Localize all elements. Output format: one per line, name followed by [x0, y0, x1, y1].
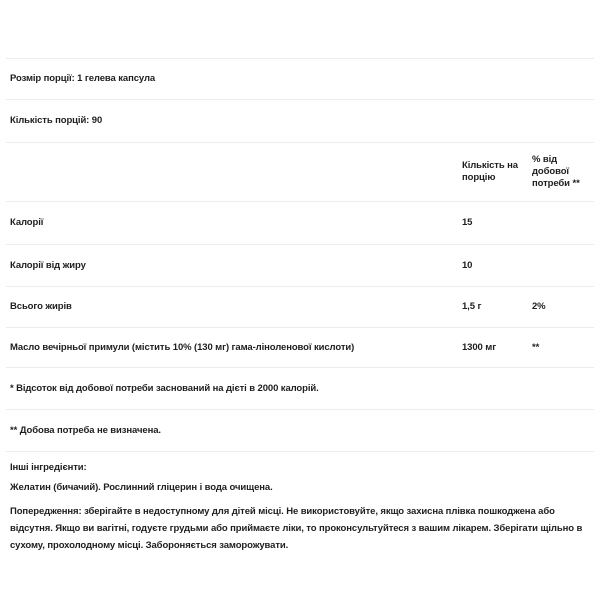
nutrient-label: Масло вечірньої примули (містить 10% (130 мг) гама-ліноленової кислоти) [10, 341, 355, 353]
nutrient-daily-value: ** [532, 341, 540, 353]
table-row [6, 287, 594, 328]
serving-size-row [6, 58, 594, 100]
supplement-facts-table [6, 58, 594, 452]
nutrient-label: Калорії [10, 217, 44, 228]
footnote-row [6, 368, 594, 410]
other-ingredients-title: Інші інгредієнти: [10, 462, 87, 473]
amount-column-header: Кількість на порцію [462, 160, 518, 183]
other-ingredients-text: Желатин (бичачий). Рослинний гліцерин і вода очищена. [10, 482, 273, 493]
nutrient-label: Калорії від жиру [10, 259, 86, 271]
nutrient-amount: 15 [462, 217, 473, 228]
footnote-dv-not-established: ** Добова потреба не визначена. [10, 424, 161, 436]
daily-value-column-header: % від добової потреби ** [532, 154, 580, 189]
warning-text: Попередження: зберігайте в недоступному для дітей місці. Не використовуйте, якщо захисна плівка пошкоджена або відсутня. Якщо ви вагітні, годуєте грудьми або приймаєте ліки, то проконсультуйтеся з вашим лікарем. Зберігати щільно в сухому, прохолодному місці. Забороняється заморожувати. [10, 506, 583, 551]
servings-per-container-text: Кількість порцій: 90 [10, 115, 103, 126]
table-row [6, 328, 594, 368]
additional-info-section [6, 452, 594, 554]
nutrient-amount: 1,5 г [462, 301, 482, 312]
servings-per-container-row [6, 100, 594, 143]
table-row [6, 245, 594, 287]
nutrient-daily-value: 2% [532, 301, 546, 312]
table-row [6, 202, 594, 245]
serving-size-text: Розмір порції: 1 гелева капсула [10, 73, 156, 84]
column-header-row [6, 143, 594, 202]
nutrient-label: Всього жирів [10, 301, 72, 312]
footnote-row [6, 410, 594, 452]
footnote-daily-value-basis: * Відсоток від добової потреби заснований на дієті в 2000 калорій. [10, 382, 319, 394]
nutrient-amount: 1300 мг [462, 341, 497, 353]
top-spacer [0, 0, 600, 58]
nutrient-amount: 10 [462, 259, 473, 271]
